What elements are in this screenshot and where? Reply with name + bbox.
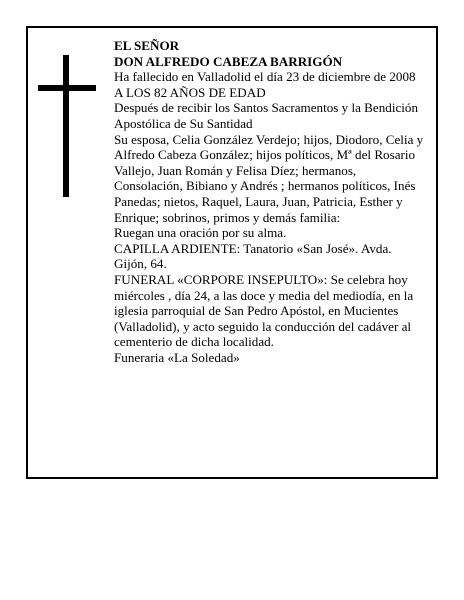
- funeral-info: FUNERAL «CORPORE INSEPULTO»: Se celebra hoy miércoles , día 24, a las doce y media del mediodía, en la iglesia parroquial de San Pedro Apóstol, en Mucientes (Valladolid), y acto seguido la conducción del cadáver al cementerio de dicha localidad.: [114, 271, 414, 350]
- age-line: A LOS 82 AÑOS DE EDAD: [114, 84, 266, 100]
- cross-icon: [38, 55, 96, 197]
- funeral-home: Funeraria «La Soledad»: [114, 349, 240, 365]
- cross-vertical-bar: [63, 55, 69, 197]
- sacraments-line: Después de recibir los Santos Sacramentos y la Bendición Apostólica de Su Santidad: [114, 100, 418, 131]
- chapel-info: CAPILLA ARDIENTE: Tanatorio «San José». Avda. Gijón, 64.: [114, 240, 392, 272]
- cross-horizontal-bar: [38, 85, 96, 91]
- death-info: Ha fallecido en Valladolid el día 23 de diciembre de 2008: [114, 69, 416, 85]
- title-line-1: EL SEÑOR: [114, 38, 180, 53]
- deceased-name: DON ALFREDO CABEZA BARRIGÓN: [114, 53, 343, 69]
- obituary-text: [114, 38, 426, 365]
- prayer-line: Ruegan una oración por su alma.: [114, 225, 287, 241]
- family-list: Su esposa, Celia González Verdejo; hijos, Diodoro, Celia y Alfredo Cabeza González; hijos políticos, Mª del Rosario Vallejo, Juan Román y Felisa Díez; hermanos, Consolación, Bibiano y Andrés ; hermanos políticos, Inés Panedas; nietos, Raquel, Laura, Juan, Patricia, Esther y Enrique; sobrinos, primos y demás familia:: [114, 131, 424, 225]
